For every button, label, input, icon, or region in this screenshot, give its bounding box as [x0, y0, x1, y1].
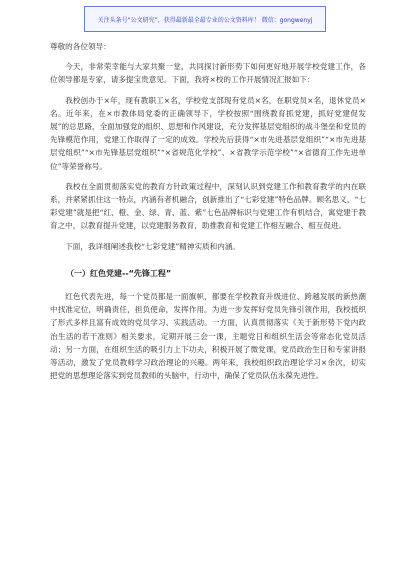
red-section-paragraph: 红色代表先进，每一个党员都是一面旗帜，都要在学校教育升级进位、跨越发展的新热潮中找准定位，明确责任，担负使命，发挥作用。为进一步发挥好党员先锋引领作用，我校抵织了形式多样且富有成效的党员学习、实践活动。一方面，认真贯彻落实《关于新形势下党内政治生活的若干准则》相关要求，定期开展三会一课，主题党日和组织生活会等常态化党员活动；另一方面，在组织生活的吸引力上下功夫，积极开展了微党课，党员政治生日和专家讲报等活动，激发了党员教师学习政治理论的兴趣。两年来，我校组织政治理论学习×余次，切实把党的思想理论落实到党员教师的头脑中，行动中，确保了党员队伍永葆先进性。 [50, 292, 366, 381]
section-heading-red: （一）红色党建--“先锋工程” [66, 268, 172, 278]
brand-intro-paragraph: 我校在全面贯彻落实党的教育方针政策过程中，深刻认识到党建工作和教育教学的内在联系，并紧紧抓住这一特点，内涵有者机融合，创新推出了“七彩党建”特色品牌。顾名思义，“七彩党建”就是把“红、橙、金、绿、青、蓝、紫”七色品牌标识与党建工作有机结合，寓党建于教育之中，以教育提升党建，以党建服务教育，助推教育和党建工作相互融合、相互促进。 [50, 181, 366, 231]
opening-paragraph: 今天，非常荣幸能与大家共聚一堂，共同探讨新形势下如何更好地开展学校党建工作，各位领导都是专家，请多提宝贵意见。下面，我将×校的工作开展情况汇报如下： [50, 62, 366, 85]
document-body [50, 40, 366, 382]
transition-paragraph: 下面，我详细阐述我校“七彩党建”精神实质和内涵。 [65, 241, 241, 251]
header-banner: 关注头条号“公文研究”，获得最新最全最专业的公文资料库！ 微信：gongwenyj [84, 6, 326, 32]
salutation: 尊敬的各位领导： [50, 42, 111, 51]
school-overview-paragraph: 我校创办于×年，现有教职工×名，学校党支部现有党员×名，在职党员×名，退休党员×名。近年来，在×市教体局党委的正确领导下，学校按照“围绕教育抓党建，抓好党建促发展”的总思路，全面加强党的组织、思想和作风建设，充分发挥基层党组织的战斗堡垒和党员的先锋模范作用，党建工作取得了一定的成效。学校先后获得“×市先进基层党组织”“×市先进基层党组织”“×市先锋基层党组织”“×省规范化学校”、×省教学示范学校”“×省德育工作先进单位”等荣誉称号。 [50, 95, 366, 171]
